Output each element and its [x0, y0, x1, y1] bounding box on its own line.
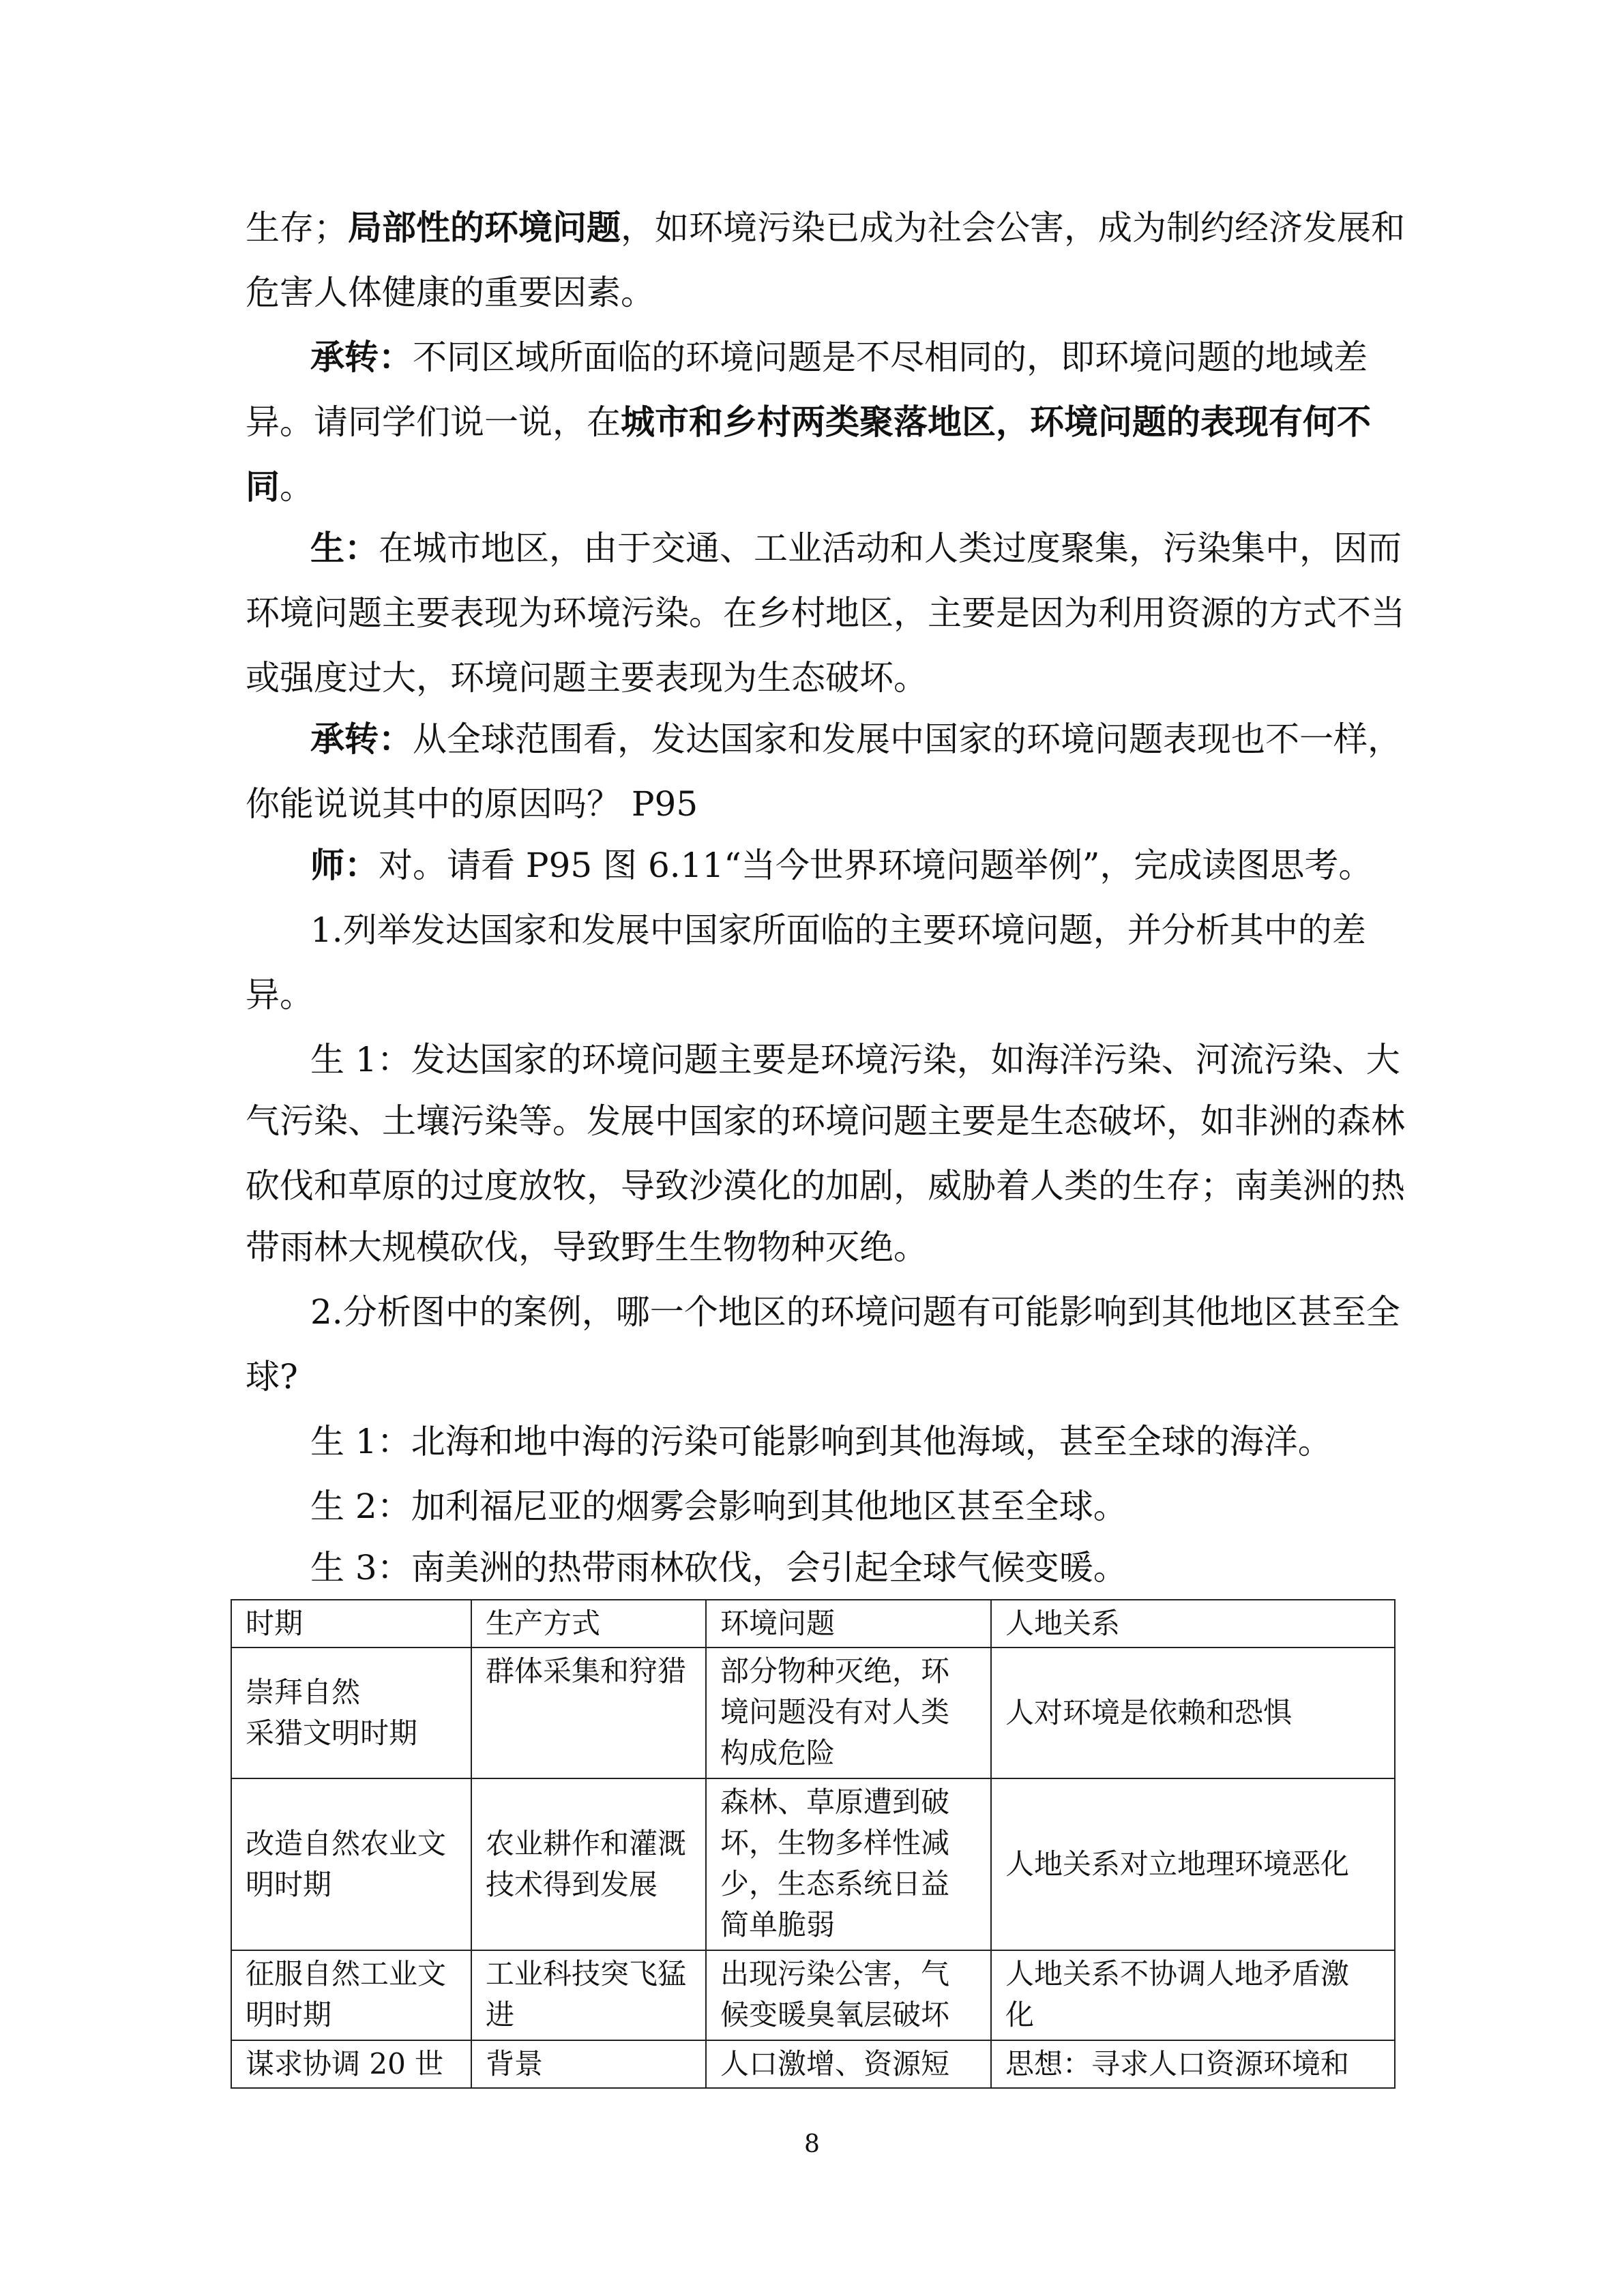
text-run: 异。请同学们说一说，在 [246, 402, 621, 442]
paragraph-line [246, 657, 1364, 698]
bold-text-run: 城市和乡村两类聚落地区，环境问题的表现有何不 [621, 402, 1371, 442]
paragraph-line [246, 784, 1364, 824]
paragraph-line [246, 1101, 1405, 1142]
human-environment-table [231, 1599, 1396, 2089]
paragraph-line [310, 1421, 1364, 1462]
text-run: 气污染、土壤污染等。发展中国家的环境问题主要是生态破坏，如非洲的森林 [246, 1101, 1405, 1141]
table-header-row [231, 1600, 1395, 1648]
table-cell: 背景 [471, 2040, 706, 2088]
table-header-cell: 环境问题 [706, 1600, 991, 1648]
bold-text-run: 生： [310, 528, 379, 568]
text-run: 危害人体健康的重要因素。 [246, 273, 655, 312]
paragraph-line [310, 910, 1364, 951]
table-header-cell: 时期 [231, 1600, 471, 1648]
table-cell: 思想：寻求人口资源环境和 [991, 2040, 1395, 2088]
text-run: 环境问题主要表现为环境污染。在乡村地区，主要是因为利用资源的方式不当 [246, 593, 1405, 633]
text-run: 2.分析图中的案例，哪一个地区的环境问题有可能影响到其他地区甚至全 [310, 1292, 1400, 1332]
table-cell: 出现污染公害，气 候变暖臭氧层破坏 [706, 1950, 991, 2040]
paragraph-line [246, 1356, 1364, 1397]
text-run: 。 [280, 467, 314, 507]
table-cell: 崇拜自然 采猎文明时期 [231, 1648, 471, 1778]
text-run: 从全球范围看，发达国家和发展中国家的环境问题表现也不一样， [413, 719, 1402, 759]
page-number: 8 [804, 2130, 820, 2158]
paragraph-line [246, 1165, 1405, 1206]
text-run: 不同区域所面临的环境问题是不尽相同的，即环境问题的地域差 [413, 338, 1368, 377]
paragraph-line [246, 1227, 1364, 1268]
paragraph-line [310, 337, 1368, 378]
paragraph-line [310, 1292, 1400, 1332]
paragraph-line [310, 1486, 1364, 1527]
text-run: 生 2：加利福尼亚的烟雾会影响到其他地区甚至全球。 [310, 1487, 1127, 1526]
paragraph-line [310, 528, 1402, 569]
table-cell: 森林、草原遭到破 坏，生物多样性减 少，生态系统日益 简单脆弱 [706, 1778, 991, 1950]
bold-text-run: 承转： [310, 719, 413, 759]
text-run: 砍伐和草原的过度放牧，导致沙漠化的加剧，威胁着人类的生存；南美洲的热 [246, 1166, 1405, 1206]
bold-text-run: 师： [310, 845, 379, 885]
table-row [231, 1648, 1395, 1778]
table-cell: 人地关系对立地理环境恶化 [991, 1778, 1395, 1950]
table-cell: 改造自然农业文 明时期 [231, 1778, 471, 1950]
bold-text-run: 承转： [310, 337, 413, 377]
table-header-cell: 人地关系 [991, 1600, 1395, 1648]
paragraph-line [310, 845, 1373, 886]
paragraph-line [246, 207, 1405, 248]
table-cell: 人地关系不协调人地矛盾激 化 [991, 1950, 1395, 2040]
text-run: 生 1：北海和地中海的污染可能影响到其他海域，甚至全球的海洋。 [310, 1422, 1332, 1461]
table-row [231, 2040, 1395, 2088]
text-run: 异。 [246, 975, 314, 1015]
table-row [231, 1778, 1395, 1950]
paragraph-line [246, 272, 1364, 313]
table-cell: 部分物种灭绝，环 境问题没有对人类 构成危险 [706, 1648, 991, 1778]
paragraph-line [310, 719, 1402, 760]
paragraph-line [246, 402, 1371, 443]
table-cell: 人对环境是依赖和恐惧 [991, 1648, 1395, 1778]
paragraph-line [246, 974, 1364, 1015]
paragraph-line [310, 1547, 1364, 1588]
text-run: 你能说说其中的原因吗？ P95 [246, 784, 698, 824]
text-run: 生存； [246, 208, 348, 248]
bold-text-run: 局部性的环境问题 [348, 207, 621, 248]
text-run: 球? [246, 1357, 298, 1397]
paragraph-line [310, 1039, 1400, 1080]
table-cell: 人口激增、资源短 [706, 2040, 991, 2088]
table-cell: 农业耕作和灌溉 技术得到发展 [471, 1778, 706, 1950]
paragraph-line [246, 466, 1364, 507]
table-cell: 谋求协调 20 世 [231, 2040, 471, 2088]
table-cell: 征服自然工业文 明时期 [231, 1950, 471, 2040]
text-run: 或强度过大，环境问题主要表现为生态破坏。 [246, 658, 928, 698]
text-run: 对。请看 P95 图 6.11“当今世界环境问题举例”，完成读图思考。 [379, 846, 1373, 885]
bold-text-run: 同 [246, 466, 280, 507]
text-run: 生 3：南美洲的热带雨林砍伐，会引起全球气候变暖。 [310, 1548, 1127, 1587]
text-run: ，如环境污染已成为社会公害，成为制约经济发展和 [621, 208, 1405, 248]
text-run: 生 1：发达国家的环境问题主要是环境污染，如海洋污染、河流污染、大 [310, 1040, 1400, 1079]
table-row [231, 1950, 1395, 2040]
text-run: 带雨林大规模砍伐，导致野生生物物种灭绝。 [246, 1227, 928, 1267]
text-run: 1.列举发达国家和发展中国家所面临的主要环境问题，并分析其中的差 [310, 910, 1366, 950]
table-header-cell: 生产方式 [471, 1600, 706, 1648]
paragraph-line [246, 593, 1405, 633]
text-run: 在城市地区，由于交通、工业活动和人类过度聚集，污染集中，因而 [379, 528, 1402, 568]
table-cell: 工业科技突飞猛 进 [471, 1950, 706, 2040]
table-cell: 群体采集和狩猎 [471, 1648, 706, 1778]
